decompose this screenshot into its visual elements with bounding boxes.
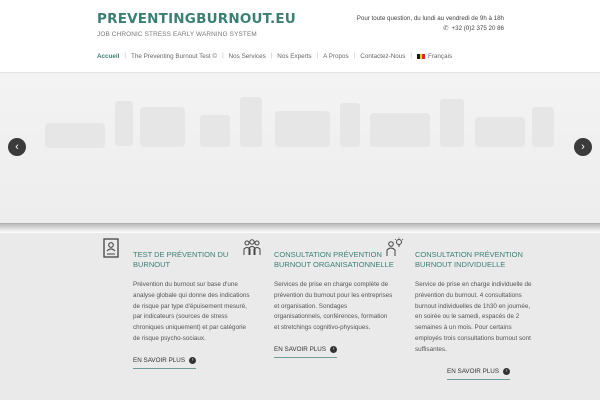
learn-more-link[interactable] bbox=[447, 368, 510, 380]
contact-hours: Pour toute question, du lundi au vendredi de 9h à 18h bbox=[356, 15, 504, 22]
service-description: Services de prise en charge complète de prévention du burnout pour les entreprises et organisation. Sondages organisationnels, conférences, formation et stretchings cognitivo-physiques. bbox=[274, 281, 393, 332]
nav-item-services[interactable]: Nos Services bbox=[228, 52, 266, 60]
slider-next-button[interactable]: › bbox=[574, 138, 592, 156]
chevron-right-icon: › bbox=[330, 346, 337, 353]
slider-shadow bbox=[0, 223, 600, 233]
nav-item-test[interactable]: The Preventing Burnout Test © bbox=[130, 52, 218, 60]
group-people-icon bbox=[242, 237, 262, 259]
learn-more-link[interactable] bbox=[133, 357, 196, 369]
language-switcher[interactable] bbox=[417, 53, 452, 60]
nav-item-contact[interactable]: Contactez-Nous bbox=[360, 52, 406, 60]
hero-slider[interactable] bbox=[0, 72, 600, 224]
nav-separator: | bbox=[270, 53, 273, 59]
document-person-icon bbox=[101, 237, 121, 259]
learn-more-label[interactable]: EN SAVOIR PLUS bbox=[133, 356, 186, 364]
service-description: Service de prise en charge individuelle de prévention du burnout. 4 consultations burnout individuelles de 1h30 en journée, en soirée ou le samedi, espacés de 2 semaines à un mois. Pour certains employés trois consultations burnout sont suffisantes. bbox=[415, 281, 532, 353]
site-logo[interactable] bbox=[97, 11, 296, 38]
learn-more-label[interactable]: EN SAVOIR PLUS bbox=[447, 367, 500, 375]
slider-prev-button[interactable]: ‹ bbox=[8, 138, 26, 156]
service-title[interactable]: TEST DE PRÉVENTION DU BURNOUT bbox=[133, 250, 229, 269]
service-description: Prévention du burnout sur base d'une analyse globale qui donne des indications de risque par type d'épuisement mesuré, par indicateurs (sources de stress chroniques uniquement) et par catégorie de risque psycho-sociaux. bbox=[133, 281, 250, 342]
contact-phone[interactable] bbox=[443, 24, 504, 34]
logo-title[interactable]: PREVENTINGBURNOUT.EU bbox=[97, 11, 296, 27]
nav-separator: | bbox=[316, 53, 319, 59]
nav-separator: | bbox=[124, 53, 126, 59]
learn-more-label[interactable]: EN SAVOIR PLUS bbox=[274, 345, 327, 353]
nav-item-accueil[interactable]: Accueil bbox=[97, 52, 120, 60]
nav-separator: | bbox=[222, 53, 224, 59]
service-card-individuelle bbox=[415, 250, 535, 380]
nav-separator: | bbox=[410, 53, 412, 59]
nav-item-a-propos[interactable]: A Propos bbox=[323, 52, 349, 60]
main-nav bbox=[97, 51, 452, 61]
slide-image bbox=[40, 93, 560, 153]
contact-phone-number[interactable]: +32 (0)2 375 20 86 bbox=[451, 25, 504, 32]
chevron-right-icon: › bbox=[503, 368, 510, 375]
nav-item-experts[interactable]: Nos Experts bbox=[277, 52, 312, 60]
learn-more-link[interactable] bbox=[274, 346, 337, 358]
contact-info bbox=[357, 14, 504, 34]
service-title[interactable]: CONSULTATION PRÉVENTION BURNOUT ORGANISATIONNELLE bbox=[274, 250, 394, 269]
service-card-organisationnelle bbox=[274, 250, 394, 358]
logo-tagline: JOB CHRONIC STRESS EARLY WARNING SYSTEM bbox=[97, 31, 257, 38]
language-label[interactable]: Français bbox=[427, 52, 453, 60]
person-idea-icon bbox=[384, 237, 404, 259]
phone-icon: ✆ bbox=[443, 25, 449, 32]
services-section bbox=[0, 233, 600, 400]
service-title[interactable]: CONSULTATION PRÉVENTION BURNOUT INDIVIDUELLE bbox=[415, 250, 523, 269]
chevron-right-icon: › bbox=[189, 357, 196, 364]
nav-separator: | bbox=[353, 53, 356, 59]
belgium-flag-icon bbox=[417, 54, 425, 59]
service-card-test bbox=[133, 250, 253, 369]
